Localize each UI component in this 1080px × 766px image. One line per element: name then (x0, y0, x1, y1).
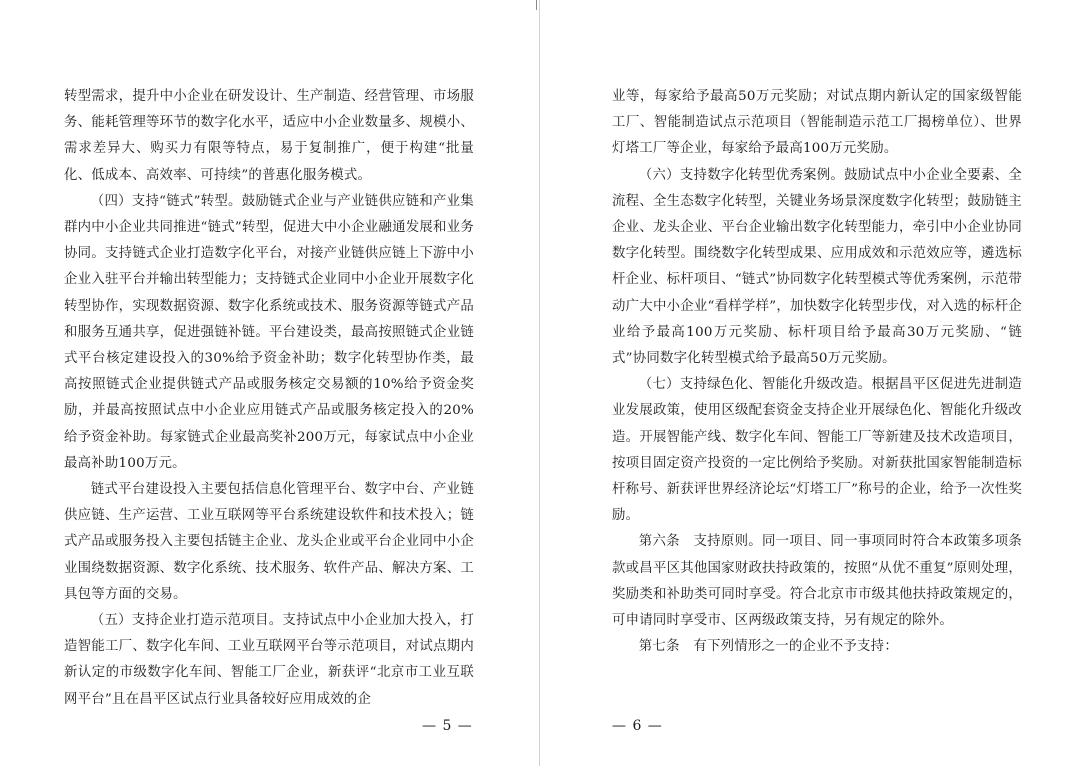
right-page (612, 84, 1022, 660)
paragraph: 第六条 支持原则。同一项目、同一事项同时符合本政策多项条款或昌平区其他国家财政扶持政策的，按照“从优不重复”原则处理，奖励类和补助类可同时享受。符合北京市市级其他扶持政策规定的，可申请同时享受市、区两级政策支持，另有规定的除外。 (612, 534, 1022, 629)
paragraph: 业等，每家给予最高50万元奖励；对试点期内新认定的国家级智能工厂、智能制造试点示范项目（智能制造示范工厂揭榜单位）、世界灯塔工厂等企业，每家给予最高100万元奖励。 (612, 89, 1022, 157)
paragraph: （五）支持企业打造示范项目。支持试点中小企业加大投入，打造智能工厂、数字化车间、工业互联网平台等示范项目，对试点期内新认定的市级数字化车间、智能工厂企业，新获评“北京市工业互联网平台”且在昌平区试点行业具备较好应用成效的企 (64, 613, 474, 707)
paragraph: （六）支持数字化转型优秀案例。鼓励试点中小企业全要素、全流程、全生态数字化转型，关键业务场景深度数字化转型；鼓励链主企业、龙头企业、平台企业输出数字化转型能力，牵引中小企业协同数字化转型。围绕数字化转型成果、应用成效和示范效应等，遴选标杆企业、标杆项目、“链式”协同数字化转型模式等优秀案例，示范带动广大中小企业“看样学样”，加快数字化转型步伐，对入选的标杆企业给予最高100万元奖励、标杆项目给予最高30万元奖励、“链式”协同数字化转型模式给予最高50万元奖励。 (612, 167, 1022, 367)
paragraph: （四）支持“链式”转型。鼓励链式企业与产业链供应链和产业集群内中小企业共同推进“链式”转型，促进大中小企业融通发展和业务协同。支持链式企业打造数字化平台，对接产业链供应链上下游中小企业入驻平台并输出转型能力；支持链式企业同中小企业开展数字化转型协作，实现数据资源、数字化系统或技术、服务资源等链式产品和服务互通共享，促进强链补链。平台建设类，最高按照链式企业链式平台核定建设投入的30%给予资金补助；数字化转型协作类，最高按照链式企业提供链式产品或服务核定交易额的10%给予资金奖励，并最高按照试点中小企业应用链式产品或服务核定投入的20%给予资金补助。每家链式企业最高奖补200万元，每家试点中小企业最高补助100万元。 (64, 193, 474, 471)
binding-mark (536, 0, 537, 10)
page-gutter (539, 0, 540, 766)
paragraph: 转型需求，提升中小企业在研发设计、生产制造、经营管理、市场服务、能耗管理等环节的数字化水平，适应中小企业数量多、规模小、需求差异大、购买力有限等特点，易于复制推广，便于构建“批量化、低成本、高效率、可持续”的普惠化服务模式。 (64, 89, 474, 183)
page-number-left: — 5 — (422, 718, 473, 734)
page-number-right: — 6 — (612, 718, 663, 734)
paragraph: （七）支持绿色化、智能化升级改造。根据昌平区促进先进制造业发展政策，使用区级配套资金支持企业开展绿色化、智能化升级改造。开展智能产线、数字化车间、智能工厂等新建及技术改造项目，按项目固定资产投资的一定比例给予奖励。对新获批国家智能制造标杆称号、新获评世界经济论坛“灯塔工厂”称号的企业，给予一次性奖励。 (612, 377, 1022, 524)
paragraph: 第七条 有下列情形之一的企业不予支持： (638, 639, 898, 655)
paragraph: 链式平台建设投入主要包括信息化管理平台、数字中台、产业链供应链、生产运营、工业互联网等平台系统建设软件和技术投入；链式产品或服务投入主要包括链主企业、龙头企业或平台企业同中小企业围绕数据资源、数字化系统、技术服务、软件产品、解决方案、工具包等方面的交易。 (64, 482, 474, 602)
left-page (64, 84, 474, 713)
